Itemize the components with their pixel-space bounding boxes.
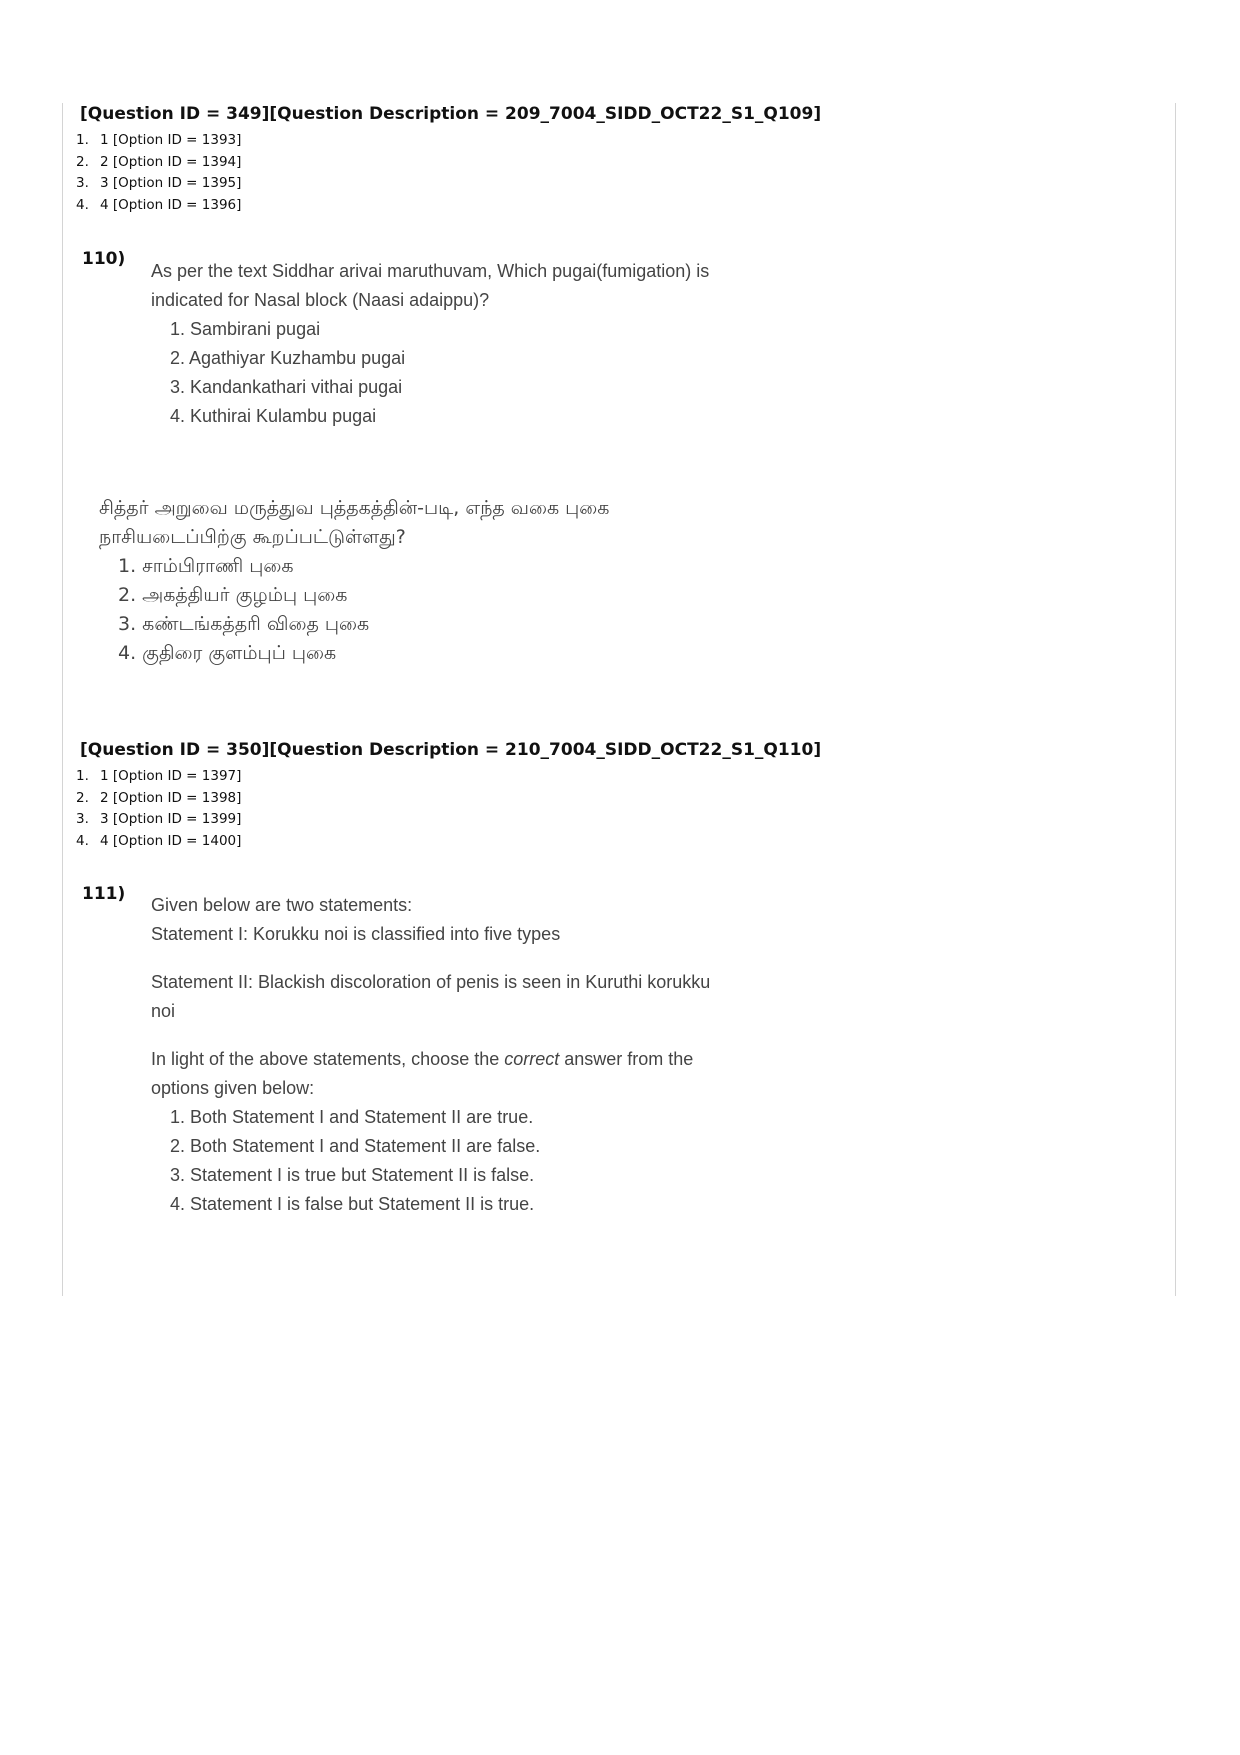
instruction-line: In light of the above statements, choose the correct answer from the bbox=[151, 1049, 694, 1069]
option-id-item: 3. 3 [Option ID = 1395] bbox=[76, 175, 242, 191]
answer-choice: 2. Both Statement I and Statement II are false. bbox=[170, 1136, 541, 1156]
instruction-line: options given below: bbox=[151, 1078, 315, 1098]
statement-1: Statement I: Korukku noi is classified into five types bbox=[151, 924, 561, 944]
option-id-item: 1. 1 [Option ID = 1393] bbox=[76, 132, 242, 148]
answer-choice: 4. Statement I is false but Statement II is true. bbox=[170, 1194, 535, 1214]
tamil-answer-choice: 4. குதிரை குளம்புப் புகை bbox=[118, 642, 337, 664]
answer-choice: 3. Kandankathari vithai pugai bbox=[170, 377, 403, 397]
answer-choice: 1. Both Statement I and Statement II are true. bbox=[170, 1107, 534, 1127]
tamil-answer-choice: 3. கண்டங்கத்தரி விதை புகை bbox=[118, 613, 370, 635]
answer-choices bbox=[151, 1103, 710, 1219]
option-id-item: 4. 4 [Option ID = 1400] bbox=[76, 832, 242, 849]
answer-choices bbox=[151, 315, 709, 431]
tamil-answer-choice: 1. சாம்பிராணி புகை bbox=[118, 555, 294, 577]
option-id-list bbox=[76, 766, 241, 852]
answer-choice: 1. Sambirani pugai bbox=[170, 319, 321, 339]
question-header: [Question ID = 350][Question Description = 210_7004_SIDD_OCT22_S1_Q110] bbox=[80, 740, 822, 760]
option-id-item: 3. 3 [Option ID = 1399] bbox=[76, 811, 242, 827]
page-frame-right-border bbox=[1175, 103, 1176, 1296]
option-id-item: 2. 2 [Option ID = 1394] bbox=[76, 153, 242, 170]
statement-2-line: Statement II: Blackish discoloration of penis is seen in Kuruthi korukku bbox=[151, 972, 711, 992]
question-stem-line: indicated for Nasal block (Naasi adaippu)? bbox=[151, 290, 490, 310]
statement-2-line: noi bbox=[151, 1001, 176, 1021]
answer-choice: 3. Statement I is true but Statement II is false. bbox=[170, 1165, 535, 1185]
option-id-list bbox=[76, 130, 241, 216]
option-id-item: 1. 1 [Option ID = 1397] bbox=[76, 768, 242, 784]
tamil-answer-choice: 2. அகத்தியர் குழம்பு புகை bbox=[118, 584, 348, 606]
question-stem-line: As per the text Siddhar arivai maruthuvam, Which pugai(fumigation) is bbox=[151, 261, 710, 281]
option-id-item: 4. 4 [Option ID = 1396] bbox=[76, 196, 242, 213]
question-intro: Given below are two statements: bbox=[151, 895, 413, 915]
tamil-stem-line: நாசியடைப்பிற்கு கூறப்பட்டுள்ளது? bbox=[99, 526, 406, 548]
answer-choice: 4. Kuthirai Kulambu pugai bbox=[170, 406, 377, 426]
emphasis-correct: correct bbox=[504, 1049, 560, 1069]
question-number: 110) bbox=[82, 249, 126, 269]
option-id-item: 2. 2 [Option ID = 1398] bbox=[76, 789, 242, 806]
question-text-english bbox=[151, 257, 709, 431]
page-frame-left-border bbox=[62, 103, 63, 1296]
tamil-stem-line: சித்தர் அறுவை மருத்துவ புத்தகத்தின்-படி, எந்த வகை புகை bbox=[99, 497, 610, 519]
question-text-english bbox=[151, 891, 710, 1219]
question-text-tamil bbox=[99, 494, 609, 668]
tamil-answer-choices bbox=[99, 552, 609, 668]
question-header: [Question ID = 349][Question Description = 209_7004_SIDD_OCT22_S1_Q109] bbox=[80, 104, 822, 124]
question-number: 111) bbox=[82, 884, 126, 904]
answer-choice: 2. Agathiyar Kuzhambu pugai bbox=[170, 348, 406, 368]
